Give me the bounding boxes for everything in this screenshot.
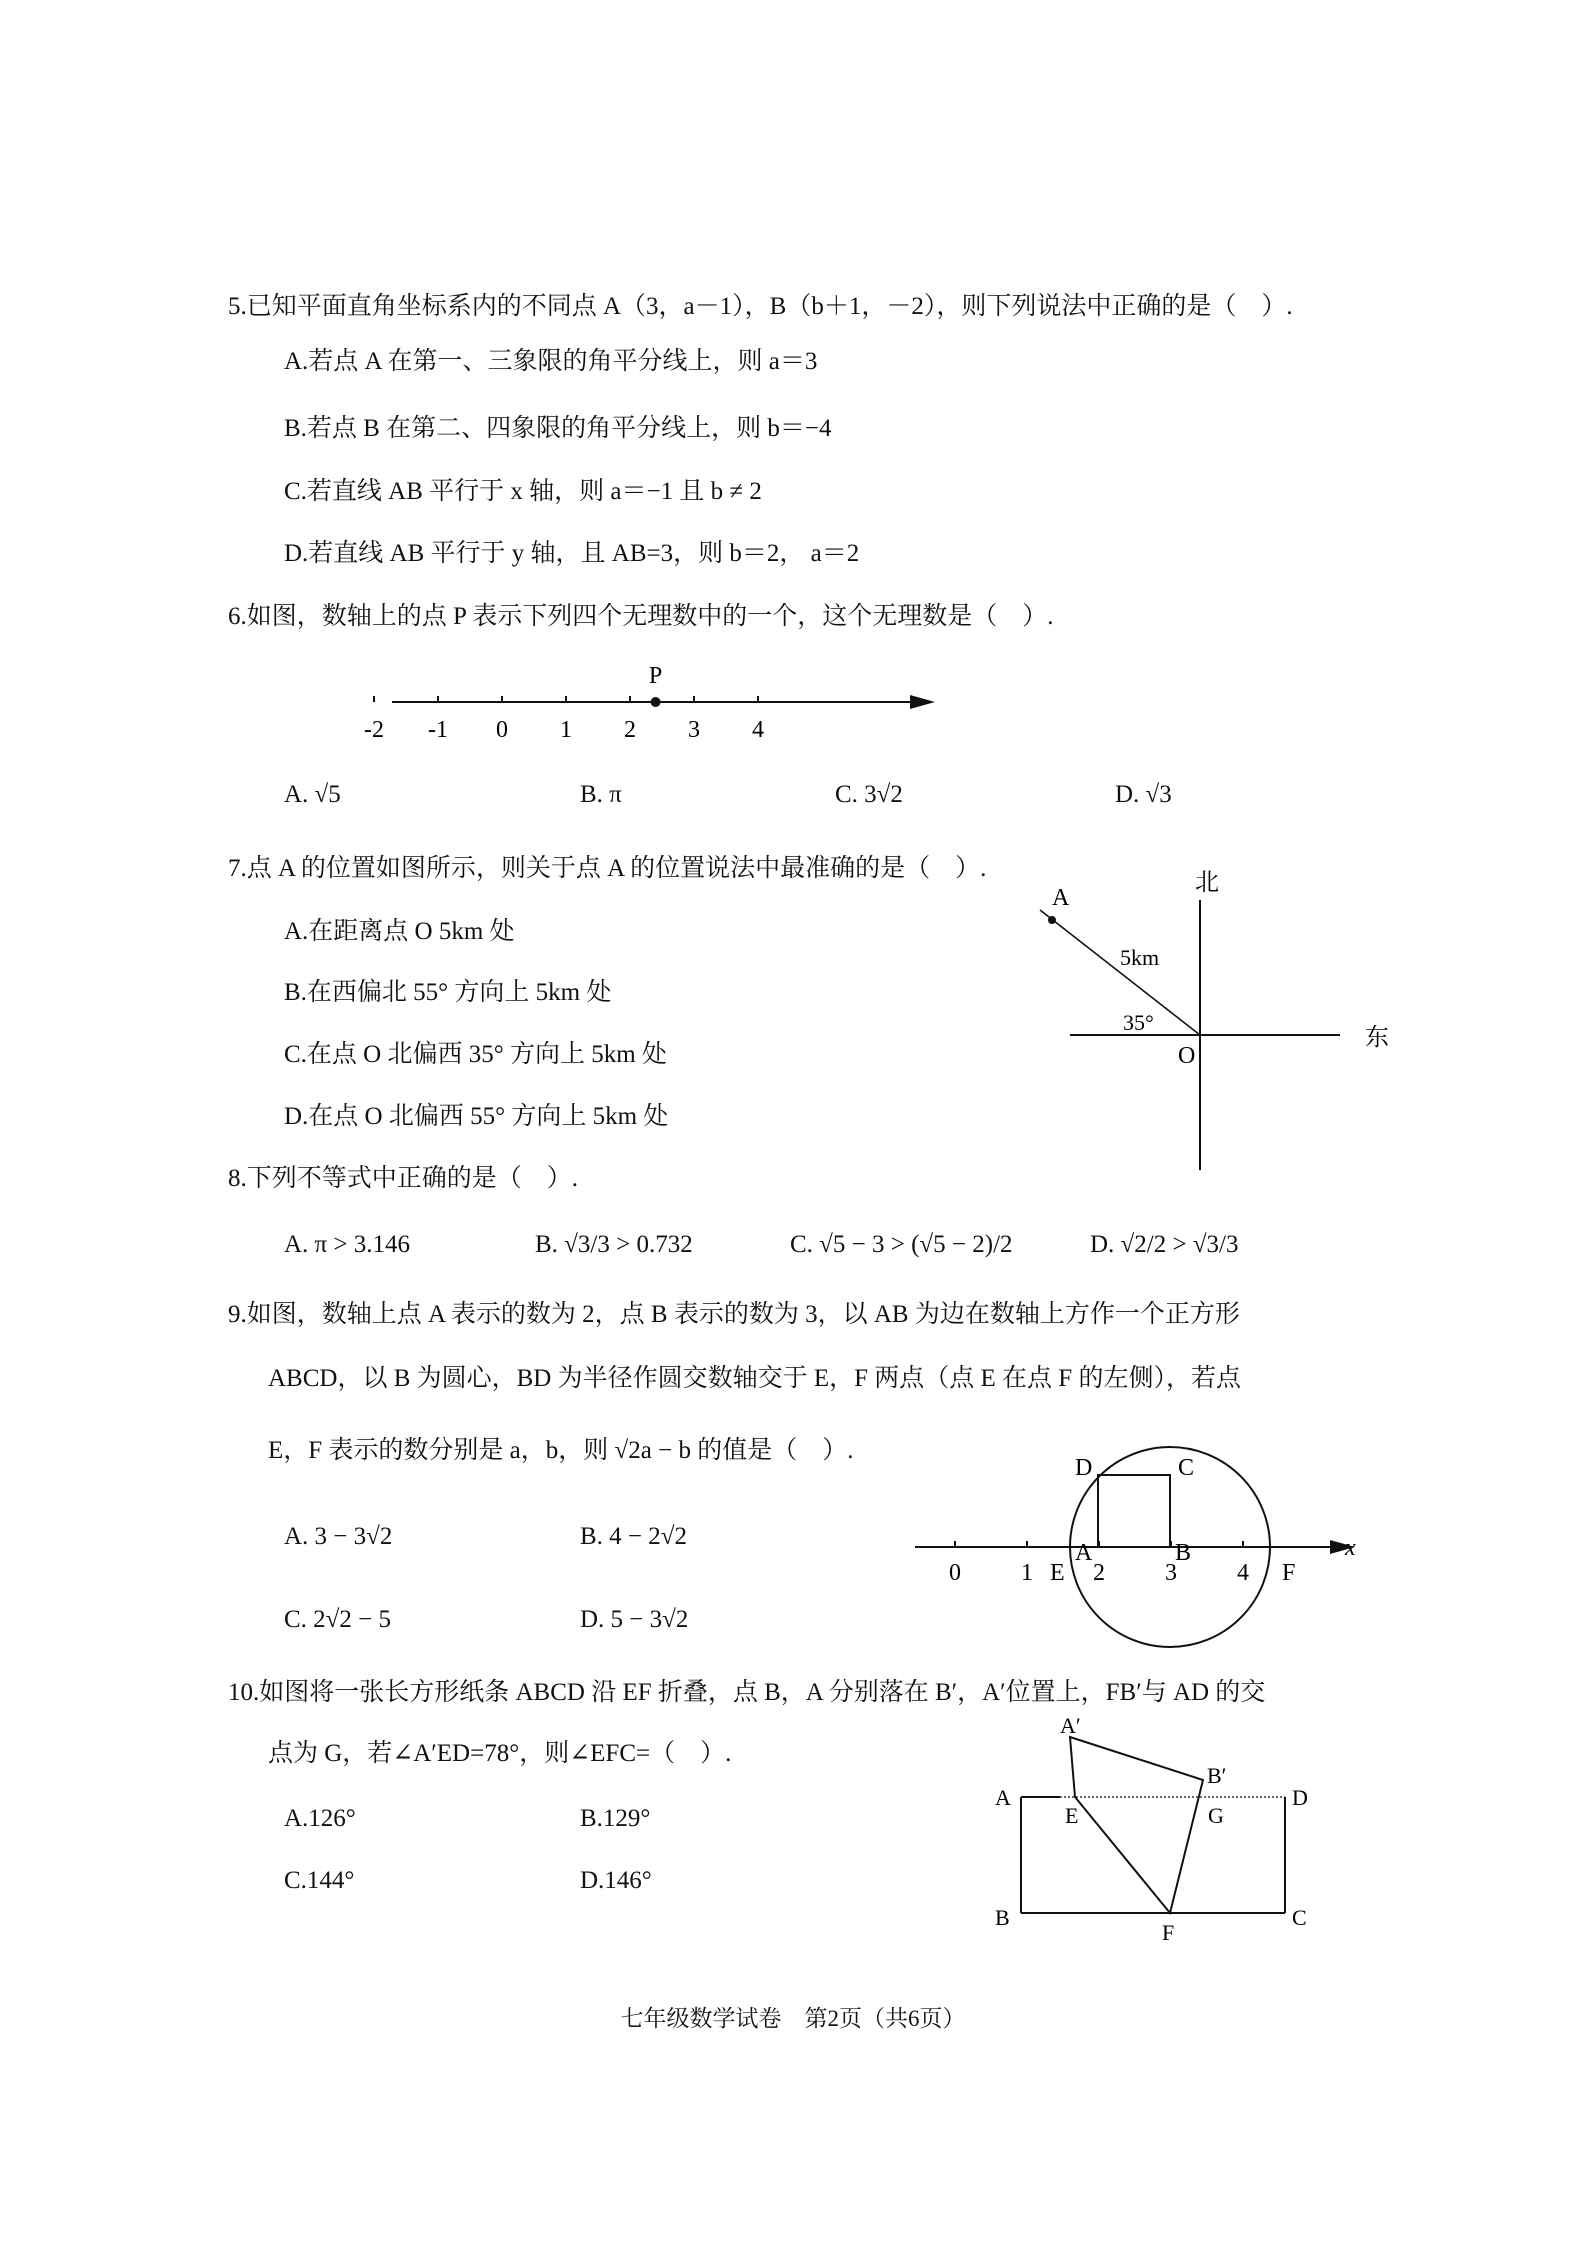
q10-stem-line-1: 10.如图将一张长方形纸条 ABCD 沿 EF 折叠，点 B，A 分别落在 B′，A′位置上，FB′与 AD 的交 bbox=[228, 1679, 1266, 1706]
q6-tick-label: 2 bbox=[624, 717, 636, 743]
q9-label-b: B bbox=[1175, 1540, 1192, 1566]
q7-point-a-label: A bbox=[1052, 885, 1070, 911]
q6-tick-label: -2 bbox=[364, 717, 384, 743]
q7-point-a bbox=[1048, 916, 1056, 924]
q6-option-a: A. √5 bbox=[284, 781, 341, 808]
q10-label-a: A bbox=[995, 1785, 1011, 1810]
q5-option-b: B.若点 B 在第二、四象限的角平分线上，则 b＝−4 bbox=[284, 415, 832, 442]
q10-option-b: B.129° bbox=[580, 1805, 651, 1832]
q9-option-b: B. 4 − 2√2 bbox=[580, 1523, 687, 1550]
q9-option-a: A. 3 − 3√2 bbox=[284, 1523, 393, 1550]
q9-square-abcd bbox=[1098, 1475, 1170, 1547]
q6-option-c: C. 3√2 bbox=[835, 781, 903, 808]
q6-point-label: P bbox=[648, 663, 663, 689]
q6-tick-label: 4 bbox=[752, 717, 764, 743]
q9-tick-label: 1 bbox=[1021, 1560, 1033, 1586]
q8-option-d: D. √2/2 > √3/3 bbox=[1090, 1231, 1239, 1258]
q7-north-label: 北 bbox=[1195, 870, 1219, 896]
q7-direction-figure bbox=[1020, 860, 1400, 1180]
q7-origin-label: O bbox=[1178, 1043, 1196, 1069]
q9-label-a: A bbox=[1075, 1540, 1093, 1566]
q9-tick-label: 3 bbox=[1165, 1560, 1177, 1586]
q10-label-f: F bbox=[1162, 1920, 1175, 1945]
q8-stem: 8.下列不等式中正确的是（ ）. bbox=[228, 1165, 579, 1192]
q5-option-c: C.若直线 AB 平行于 x 轴，则 a＝−1 且 b ≠ 2 bbox=[284, 478, 762, 505]
q6-tick-label: 0 bbox=[496, 717, 508, 743]
q10-label-d: D bbox=[1292, 1785, 1308, 1810]
q6-option-d: D. √3 bbox=[1115, 781, 1172, 808]
q6-tick-label: 3 bbox=[688, 717, 700, 743]
q9-stem-line-3: E，F 表示的数分别是 a，b，则 √2a − b 的值是（ ）. bbox=[268, 1437, 854, 1464]
q9-option-d: D. 5 − 3√2 bbox=[580, 1606, 689, 1633]
q8-option-a: A. π > 3.146 bbox=[284, 1231, 411, 1258]
q9-stem-line-1: 9.如图，数轴上点 A 表示的数为 2，点 B 表示的数为 3，以 AB 为边在数轴上方作一个正方形 bbox=[228, 1301, 1240, 1328]
q6-point-p bbox=[651, 697, 661, 707]
q10-stem-line-2: 点为 G，若∠A′ED=78°，则∠EFC=（ ）. bbox=[268, 1740, 732, 1767]
q9-option-c: C. 2√2 − 5 bbox=[284, 1606, 391, 1633]
q8-option-c: C. √5 − 3 > (√5 − 2)/2 bbox=[790, 1231, 1013, 1258]
q10-label-b-prime: B′ bbox=[1207, 1763, 1227, 1788]
q10-label-b: B bbox=[995, 1905, 1010, 1930]
q10-option-c: C.144° bbox=[284, 1867, 355, 1894]
q10-fold-figure bbox=[985, 1715, 1315, 1945]
q10-option-d: D.146° bbox=[580, 1867, 652, 1894]
q6-option-b: B. π bbox=[580, 781, 622, 808]
q7-option-b: B.在西偏北 55° 方向上 5km 处 bbox=[284, 979, 612, 1006]
q6-tick-label: 1 bbox=[560, 717, 572, 743]
q8-option-b: B. √3/3 > 0.732 bbox=[535, 1231, 693, 1258]
page-footer: 七年级数学试卷 第2页（共6页） bbox=[620, 2006, 966, 2031]
q9-label-d: D bbox=[1075, 1455, 1093, 1481]
q9-stem-line-2: ABCD，以 B 为圆心，BD 为半径作圆交数轴交于 E，F 两点（点 E 在点 F 的左侧），若点 bbox=[268, 1365, 1241, 1392]
q9-label-f: F bbox=[1282, 1560, 1296, 1586]
q6-stem: 6.如图，数轴上的点 P 表示下列四个无理数中的一个，这个无理数是（ ）. bbox=[228, 603, 1054, 630]
q9-tick-label: 0 bbox=[949, 1560, 961, 1586]
q7-ray-oa bbox=[1040, 910, 1200, 1035]
q5-option-a: A.若点 A 在第一、三象限的角平分线上，则 a＝3 bbox=[284, 348, 818, 375]
q7-east-label: 东 bbox=[1365, 1025, 1389, 1051]
q9-tick-label: 2 bbox=[1093, 1560, 1105, 1586]
q10-folded-part bbox=[1070, 1737, 1203, 1913]
q9-tick-label: 4 bbox=[1237, 1560, 1249, 1586]
q10-label-g: G bbox=[1208, 1803, 1224, 1828]
q7-angle-label: 35° bbox=[1123, 1010, 1154, 1035]
q9-label-c: C bbox=[1178, 1455, 1195, 1481]
q10-label-e: E bbox=[1065, 1803, 1079, 1828]
q9-label-e: E bbox=[1050, 1560, 1065, 1586]
q10-label-c: C bbox=[1292, 1905, 1307, 1930]
q5-option-d: D.若直线 AB 平行于 y 轴，且 AB=3，则 b＝2， a＝2 bbox=[284, 540, 860, 567]
q7-option-d: D.在点 O 北偏西 55° 方向上 5km 处 bbox=[284, 1103, 669, 1130]
q6-number-line-figure bbox=[364, 655, 940, 750]
q7-distance-label: 5km bbox=[1120, 945, 1160, 970]
q5-stem: 5.已知平面直角坐标系内的不同点 A（3，a－1），B（b＋1，－2），则下列说法中正确的是（ ）. bbox=[228, 293, 1293, 320]
q9-label-x: x bbox=[1345, 1535, 1356, 1561]
q9-circle-figure bbox=[910, 1440, 1370, 1680]
q10-label-a-prime: A′ bbox=[1060, 1713, 1081, 1738]
q7-option-c: C.在点 O 北偏西 35° 方向上 5km 处 bbox=[284, 1041, 667, 1068]
q6-tick-label: -1 bbox=[428, 717, 448, 743]
q7-option-a: A.在距离点 O 5km 处 bbox=[284, 918, 515, 945]
q10-option-a: A.126° bbox=[284, 1805, 356, 1832]
q7-stem: 7.点 A 的位置如图所示，则关于点 A 的位置说法中最准确的是（ ）. bbox=[228, 855, 987, 882]
